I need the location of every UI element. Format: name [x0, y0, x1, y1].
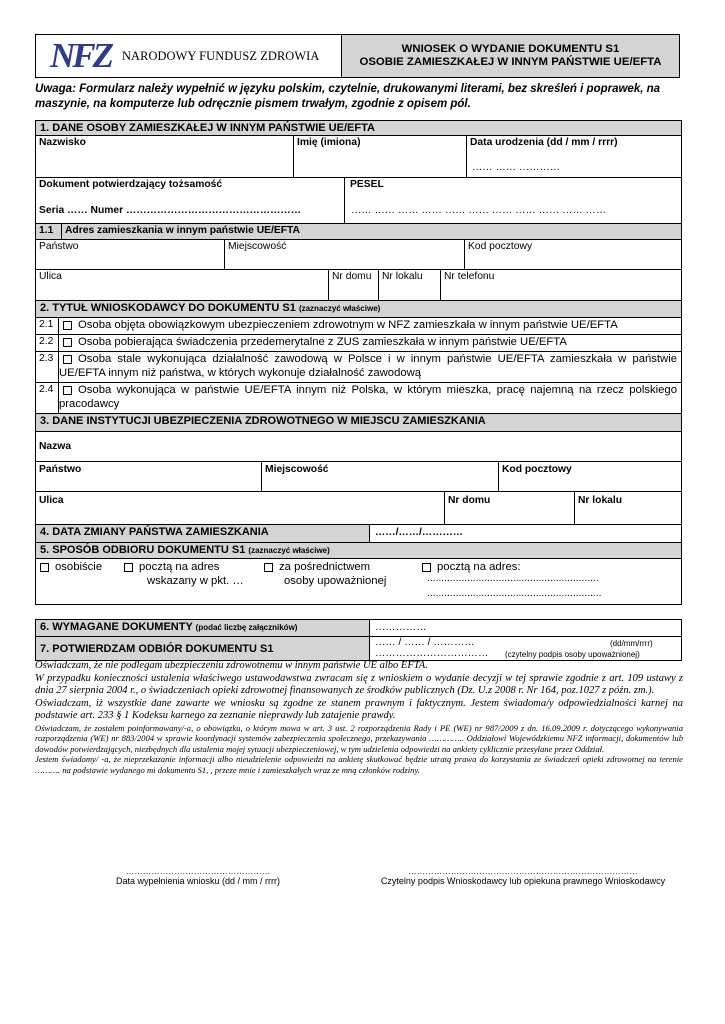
delivery-post-label-2: wskazany w pkt. …: [147, 574, 244, 587]
delivery-address-checkbox[interactable]: [422, 563, 431, 572]
option-2-3-checkbox[interactable]: [63, 355, 72, 364]
institution-flat-label: Nr lokalu: [578, 495, 623, 506]
form-title-line1: WNIOSEK O WYDANIE DOKUMENTU S1: [401, 43, 620, 55]
first-names-label: Imię (imiona): [297, 137, 361, 148]
receipt-date-dots: …… / …… / …………: [375, 637, 475, 648]
residence-country-label: Państwo: [39, 241, 79, 252]
section-3-row-street: [35, 492, 682, 525]
declaration-5: Jestem świadomy/ -a, że nieprzekazanie informacji albo nieudzielenie odpowiedzi na ankietę skutkować będzie utratą prawa do korzystania ze świadczeń opieki zdrowotnej na terenie ………. na podstawie wydanego mi dokumentu S1, , przeze mnie i zamieszkałych wraz ze mną członków rodziny.: [35, 754, 683, 775]
section-3-row-address: [35, 462, 682, 492]
option-2-3-text: Osoba stale wykonująca działalność zawodową w Polsce i w innym państwie UE/EFTA zamieszkała w państwie UE/EFTA innym niż państwa, w których wykonuje działalność zawodową: [59, 353, 677, 379]
option-2-4-text: Osoba wykonująca w państwie UE/EFTA innym niż Polska, w którym mieszka, pracę najemną na rzecz polskiego pracodawcy: [59, 384, 677, 410]
institution-country-field[interactable]: [36, 462, 262, 491]
delivery-address-dots-1: ............................................................: [427, 573, 599, 584]
residence-change-date-dots: ……/……/…………: [375, 527, 464, 538]
fill-date-signature[interactable]: [108, 866, 288, 886]
residence-flat-field[interactable]: [379, 270, 441, 300]
delivery-proxy-label-2: osoby upoważnionej: [284, 574, 387, 587]
institution-house-label: Nr domu: [448, 495, 491, 506]
pesel-label: PESEL: [350, 179, 384, 190]
pesel-field[interactable]: [345, 178, 681, 223]
declaration-2: W przypadku konieczności ustalenia właściwego ustawodawstwa zwracam się z wnioskiem o wydanie decyzji w tej sprawie zgodnie z art. 109 ustawy z dnia 27 sierpnia 2004 r., o świadczeniach opieki zdrowotnej finansowanych ze środków publicznych (Dz. U.z 2008 r. Nr 164, poz.1027 z późn. zm.).: [35, 672, 683, 697]
delivery-address-dots-2: .............................................................: [427, 588, 602, 599]
residence-postcode-label: Kod pocztowy: [468, 241, 533, 252]
pesel-dots: …… …… …… …… …… …… …… …… …… …… ……: [351, 205, 607, 216]
delivery-post-label-1: pocztą na adres: [139, 561, 220, 573]
section-2-title: 2. TYTUŁ WNIOSKODAWCY DO DOKUMENTU S1: [40, 302, 296, 314]
option-2-2-number: 2.2: [36, 335, 59, 351]
applicant-signature-label: Czytelny podpis Wnioskodawcy lub opiekuna prawnego Wnioskodawcy: [380, 876, 666, 886]
delivery-personal-checkbox[interactable]: [40, 563, 49, 572]
section-7-row: [35, 637, 682, 661]
residence-house-field[interactable]: [329, 270, 379, 300]
section-6-title: 6. WYMAGANE DOKUMENTY: [40, 621, 193, 633]
section-1-title: 1. DANE OSOBY ZAMIESZKAŁEJ W INNYM PAŃSTWIE UE/EFTA: [40, 122, 375, 134]
institution-flat-field[interactable]: [575, 492, 681, 524]
delivery-post-checkbox[interactable]: [124, 563, 133, 572]
residence-flat-label: Nr lokalu: [382, 271, 423, 282]
institution-street-label: Ulica: [39, 495, 64, 506]
title-option-2-4[interactable]: [35, 383, 682, 414]
section-4-header: [36, 525, 370, 542]
section-1-1-title: Adres zamieszkania w innym państwie UE/EFTA: [65, 225, 300, 236]
residence-city-field[interactable]: [225, 240, 465, 269]
receipt-signature-dots: ……………………………: [375, 648, 489, 659]
section-6-row: [35, 619, 682, 637]
delivery-proxy-checkbox[interactable]: [264, 563, 273, 572]
applicant-signature[interactable]: [362, 866, 684, 886]
attachments-count-dots: ……………: [375, 622, 427, 633]
option-2-1-number: 2.1: [36, 318, 59, 334]
fill-date-label: Data wypełnienia wniosku (dd / mm / rrrr): [115, 876, 281, 886]
section-5-hint: (zaznaczyć właściwe): [248, 546, 330, 555]
section-1-row-name: [35, 136, 682, 178]
id-document-field[interactable]: [36, 178, 345, 223]
applicant-signature-dots: ………………………………………………………………………: [408, 866, 638, 876]
title-option-2-2[interactable]: [35, 335, 682, 352]
option-2-3-number: 2.3: [36, 352, 59, 382]
surname-label: Nazwisko: [39, 137, 86, 148]
section-1-1-header: [35, 224, 682, 240]
option-2-1-text: Osoba objęta obowiązkowym ubezpieczeniem zdrowotnym w NFZ zamieszkała w innym państwie UE/EFTA: [78, 319, 618, 331]
form-header: [35, 34, 680, 78]
residence-change-date-field[interactable]: [370, 525, 681, 542]
delivery-proxy-label-1: za pośrednictwem: [279, 561, 371, 573]
delivery-personal-option[interactable]: [36, 561, 102, 575]
institution-postcode-field[interactable]: [499, 462, 681, 491]
form-title-line2: OSOBIE ZAMIESZKAŁEJ W INNYM PAŃSTWIE UE/EFTA: [359, 56, 662, 68]
institution-city-field[interactable]: [262, 462, 499, 491]
receipt-date-format: (dd/mm/rrrr): [610, 639, 653, 648]
section-6-hint: (podać liczbę załączników): [195, 623, 298, 632]
institution-city-label: Miejscowość: [265, 464, 329, 475]
id-series-number: Seria …… Numer ……………………………………………: [39, 205, 302, 216]
section-4-title: 4. DATA ZMIANY PAŃSTWA ZAMIESZKANIA: [40, 526, 269, 538]
residence-street-label: Ulica: [39, 271, 62, 282]
institution-name-field[interactable]: [35, 432, 682, 462]
title-option-2-1[interactable]: [35, 318, 682, 335]
option-2-4-number: 2.4: [36, 383, 59, 413]
residence-house-label: Nr domu: [332, 271, 372, 282]
residence-street-field[interactable]: [36, 270, 329, 300]
birth-date-label: Data urodzenia (dd / mm / rrrr): [470, 137, 618, 148]
declarations: [35, 660, 683, 775]
header-logo-area: [36, 35, 342, 77]
birth-date-dots: …… …… …………: [472, 162, 561, 173]
declaration-1: Oświadczam, że nie podlegam ubezpieczeniu zdrowotnemu w innym państwie UE albo EFTA.: [35, 660, 428, 671]
residence-city-label: Miejscowość: [228, 241, 287, 252]
receipt-confirmation-field[interactable]: [370, 637, 681, 660]
form-title: [342, 35, 679, 77]
birth-date-field[interactable]: [467, 136, 681, 177]
institution-name-label: Nazwa: [39, 441, 72, 452]
section-7-header: [36, 637, 370, 660]
receipt-signature-hint: (czytelny podpis osoby upoważnionej): [505, 650, 640, 659]
institution-country-label: Państwo: [39, 464, 82, 475]
section-1-1-row-street: [35, 270, 682, 301]
section-2-hint: (zaznaczyć właściwe): [298, 304, 381, 313]
section-1-1-row-address: [35, 240, 682, 270]
option-2-4-checkbox[interactable]: [63, 386, 72, 395]
institution-house-field[interactable]: [445, 492, 575, 524]
residence-postcode-field[interactable]: [465, 240, 681, 269]
delivery-personal-label: osobiście: [55, 561, 103, 573]
delivery-post-option[interactable]: [120, 561, 244, 588]
id-document-label: Dokument potwierdzający tożsamość: [39, 179, 223, 190]
section-3-title: 3. DANE INSTYTUCJI UBEZPIECZENIA ZDROWOTNEGO W MIEJSCU ZAMIESZKANIA: [40, 415, 486, 427]
section-1-row-id: [35, 178, 682, 224]
section-6-header: [36, 620, 370, 636]
org-name: NARODOWY FUNDUSZ ZDROWIA: [122, 49, 320, 63]
attachments-count-field[interactable]: [370, 620, 681, 636]
section-5-header: [35, 543, 682, 559]
residence-phone-field[interactable]: [441, 270, 681, 300]
section-4-row: [35, 525, 682, 543]
delivery-proxy-option[interactable]: [260, 561, 386, 588]
section-2-header: [35, 301, 682, 318]
section-5-title: 5. SPOSÓB ODBIORU DOKUMENTU S1: [40, 544, 246, 556]
instructions-note: Uwaga: Formularz należy wypełnić w języku polskim, czytelnie, drukowanymi literami, bez skreśleń i poprawek, na maszynie, na komputerze lub odręcznie pismem trwałym, zgodnie z opisem pól.: [35, 83, 661, 110]
residence-phone-label: Nr telefonu: [444, 271, 495, 282]
section-1-header: [35, 120, 682, 136]
fill-date-dots: ……………………………………………: [125, 866, 271, 876]
institution-street-field[interactable]: [36, 492, 445, 524]
declaration-4: Oświadczam, że zostałem poinformowany/-a, o obowiązku, o którym mowa w art. 3 ust. 2 rozporządzenia Rady i PE (WE) nr 987/2009 z dn. 16.09.2009 r. dotyczącego wykonywania rozporządzenia (WE) nr 883/2004 w sprawie koordynacji systemów zabezpieczenia społecznego, przekazywania ………….. Oddziałowi Wojewódzkiemu NFZ informacji, dokumentów lub dowodów potwierdzających, niezbędnych dla ustalenia mojej sytuacji ubezpieczeniowej, w tym udzielenia odpowiedzi na ankiety cyklicznie przesyłane przez Oddział.: [35, 722, 683, 754]
section-5-options: [35, 559, 682, 605]
declaration-3: Oświadczam, iż wszystkie dane zawarte we wniosku są zgodne ze stanem prawnym i faktycznym. Jestem świadoma/y odpowiedzialności karnej na podstawie art. 233 § 1 Kodeksu karnego za zeznanie nieprawdy lub zatajenie prawdy.: [35, 697, 683, 722]
option-2-1-checkbox[interactable]: [63, 321, 72, 330]
section-1-1-title-cell: [62, 224, 681, 239]
option-2-2-text: Osoba pobierająca świadczenia przedemerytalne z ZUS zamieszkała w innym państwie UE/EFTA: [78, 336, 567, 348]
title-option-2-3[interactable]: [35, 352, 682, 383]
residence-country-field[interactable]: [36, 240, 225, 269]
surname-field[interactable]: [36, 136, 294, 177]
institution-postcode-label: Kod pocztowy: [502, 464, 572, 475]
section-3-header: [35, 414, 682, 432]
section-1-1-num-cell: [36, 224, 62, 239]
delivery-address-label: pocztą na adres:: [437, 561, 521, 573]
option-2-2-checkbox[interactable]: [63, 338, 72, 347]
nfz-logo: NFZ: [50, 36, 111, 75]
first-names-field[interactable]: [294, 136, 467, 177]
section-1-1-number: 1.1: [39, 225, 54, 236]
section-7-title: 7. POTWIERDZAM ODBIÓR DOKUMENTU S1: [40, 643, 274, 655]
